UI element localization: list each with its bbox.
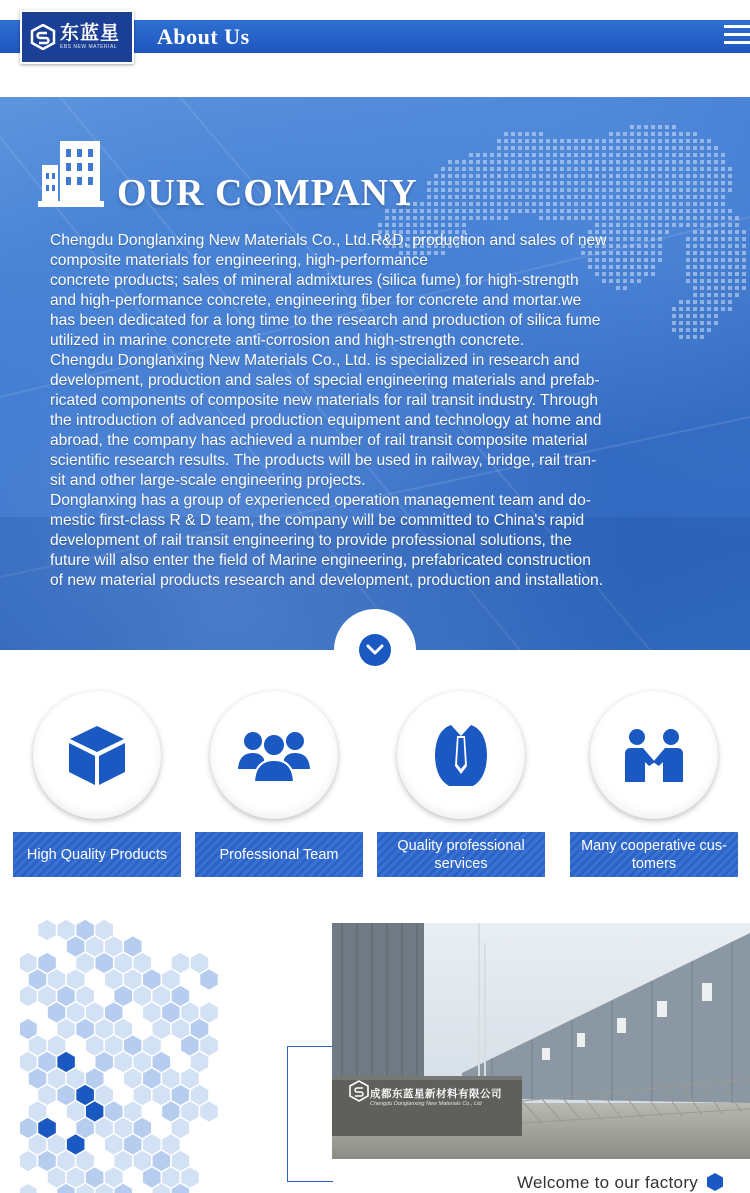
factory-sign-chinese: 成都东蓝星新材料有限公司 — [370, 1088, 502, 1100]
description-line: ricated components of composite new materials for rail transit industry. Through — [50, 392, 599, 409]
description-line: future will also enter the field of Marine engineering, prefabricated construction — [50, 552, 591, 569]
team-icon — [237, 727, 311, 783]
feature-label-services[interactable]: Quality professional services — [377, 832, 545, 877]
company-description — [50, 231, 710, 591]
description-line: Donglanxing has a group of experienced operation management team and do- — [50, 492, 591, 509]
welcome-caption: Welcome to our factory — [517, 1173, 699, 1192]
page-title: About Us — [157, 24, 250, 49]
section-title: OUR COMPANY — [117, 172, 418, 214]
hexagon-cell — [20, 985, 38, 1007]
hexagon-cell — [20, 1183, 38, 1193]
description-line: abroad, the company has achieved a number of rail transit composite material — [50, 432, 588, 449]
description-line: and high-performance concrete, engineering fiber for concrete and mortar.we — [50, 292, 582, 309]
description-line: development of rail transit engineering to provide professional solutions, the — [50, 532, 572, 549]
hexagon-cell — [38, 920, 57, 941]
feature-circle-services[interactable] — [397, 691, 525, 819]
factory-sign-english: Chengdu Donglanxing New Materials Co., Ltd — [370, 1101, 482, 1107]
hexagon-cell — [20, 1150, 38, 1172]
feature-circle-products[interactable] — [33, 691, 161, 819]
description-line: utilized in marine concrete anti-corrosion and high-strength concrete. — [50, 332, 525, 349]
cube-icon — [67, 723, 127, 787]
description-line: Chengdu Donglanxing New Materials Co., Ltd.R&D, production and sales of new — [50, 232, 607, 249]
description-line: development, production and sales of special engineering materials and prefab- — [50, 372, 600, 389]
hamburger-menu-icon[interactable] — [724, 25, 750, 49]
description-line: composite materials for engineering, high-performance — [50, 252, 428, 269]
building-icon — [38, 139, 104, 207]
description-paragraph-1 — [50, 231, 710, 351]
feature-label-products[interactable]: High Quality Products — [13, 832, 181, 877]
hexagon-bullet-icon — [705, 1172, 725, 1192]
chevron-down-icon — [366, 644, 384, 656]
description-line: of new material products research and development, production and installation. — [50, 572, 604, 589]
feature-circle-customers[interactable] — [590, 691, 718, 819]
connector-line — [287, 1046, 333, 1182]
description-paragraph-2 — [50, 351, 710, 491]
hexagon-pattern-graphic — [20, 920, 235, 1193]
feature-circle-team[interactable] — [210, 691, 338, 819]
hexagon-cell — [200, 1101, 219, 1123]
description-line: has been dedicated for a long time to the research and production of silica fume — [50, 312, 601, 329]
description-paragraph-3 — [50, 491, 710, 591]
suit-tie-icon — [433, 722, 489, 788]
logo-chinese-text: 东蓝星 — [60, 22, 121, 44]
description-line: the introduction of advanced production equipment and technology at home and — [50, 412, 602, 429]
company-intro-section — [0, 97, 750, 650]
feature-label-customers[interactable]: Many cooperative cus-tomers — [570, 832, 738, 877]
description-line: sit and other large-scale engineering projects. — [50, 472, 366, 489]
company-logo[interactable] — [20, 10, 134, 64]
description-line: concrete products; sales of mineral admixtures (silica fume) for high-strength — [50, 272, 579, 289]
hexagon-cell — [200, 969, 219, 991]
factory-image — [332, 923, 750, 1159]
description-line: mestic first-class R & D team, the company will be committed to China's rapid — [50, 512, 585, 529]
logo-english-text: EBS NEW MATERIAL — [60, 44, 118, 50]
description-line: Chengdu Donglanxing New Materials Co., Ltd. is specialized in research and — [50, 352, 580, 369]
scroll-down-button[interactable] — [334, 609, 416, 691]
handshake-icon — [623, 728, 685, 782]
feature-label-team[interactable]: Professional Team — [195, 832, 363, 877]
logo-mark-icon — [30, 24, 56, 50]
description-line: scientific research results. The products will be used in railway, bridge, rail tran- — [50, 452, 597, 469]
factory-photo[interactable] — [332, 923, 750, 1159]
